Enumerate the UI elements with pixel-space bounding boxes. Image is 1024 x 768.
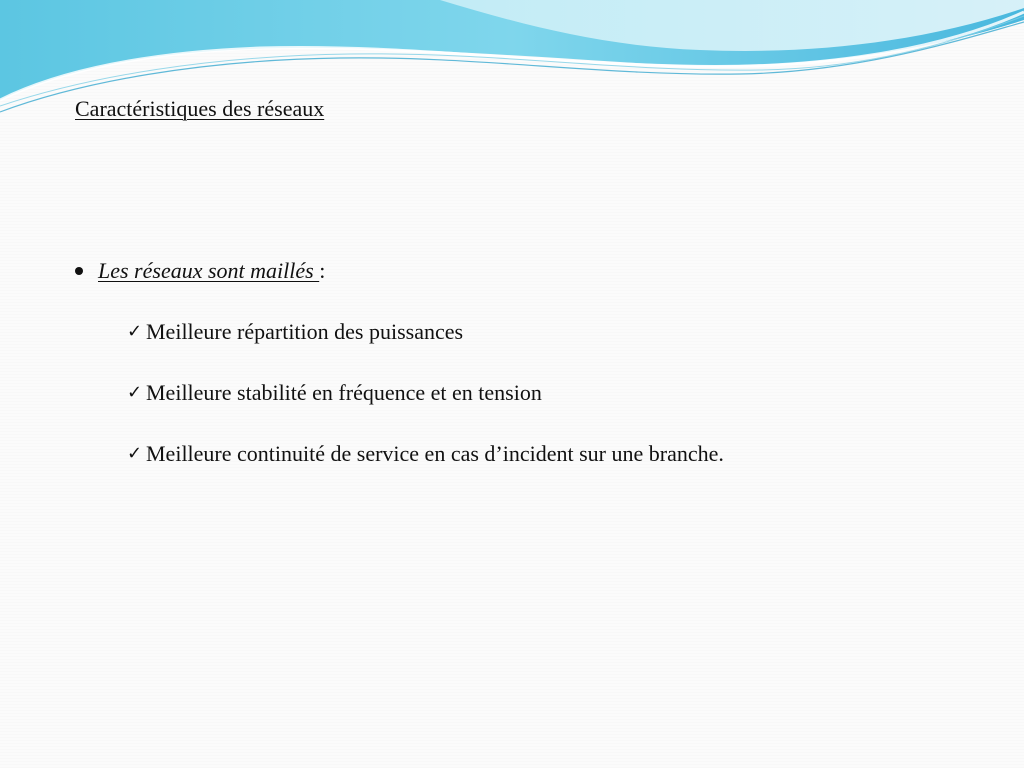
sub-item-text: Meilleure continuité de service en cas d’incident sur une branche. <box>146 441 724 466</box>
bullet-dot-icon <box>75 267 83 275</box>
bullet-suffix: : <box>319 258 326 283</box>
sub-item <box>127 439 724 471</box>
sub-item-text: Meilleure stabilité en fréquence et en tension <box>146 380 542 405</box>
bullet-item <box>75 256 325 286</box>
checkmark-icon: ✓ <box>127 382 143 403</box>
sub-item-text: Meilleure répartition des puissances <box>146 319 464 344</box>
sub-item <box>127 378 542 410</box>
bullet-text: Les réseaux sont maillés <box>98 258 320 283</box>
sub-item <box>127 317 463 349</box>
checkmark-icon: ✓ <box>127 321 143 342</box>
checkmark-icon: ✓ <box>127 443 143 464</box>
slide-title: Caractéristiques des réseaux <box>75 96 325 121</box>
